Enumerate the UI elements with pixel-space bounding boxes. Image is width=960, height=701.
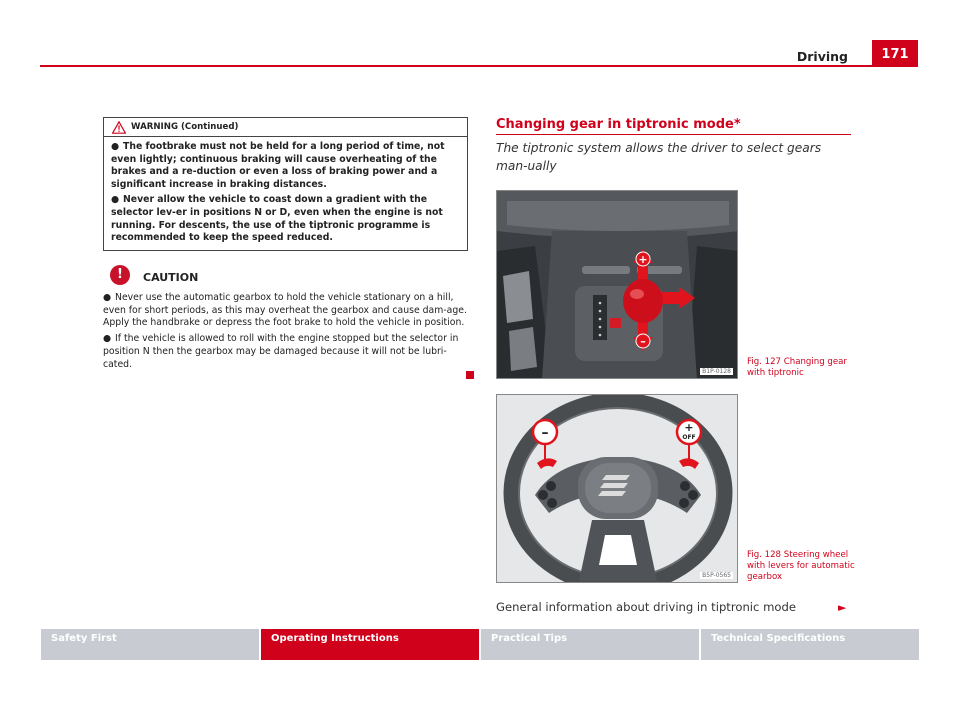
warning-item	[111, 194, 461, 244]
plus-symbol: +	[684, 421, 694, 434]
caution-item-text: Never use the automatic gearbox to hold the vehicle stationary on a hill, even for short periods, as this may overheat the gearbox and cause dam-age. Apply the handbrake or depress the foot brake to hold the vehicle in position.	[103, 292, 467, 329]
warning-item-text: The footbrake must not be held for a long period of time, not even lightly; continuous braking will cause overheating of the brakes and a re-duction or even a loss of braking power and a significant increase in braking distances.	[111, 141, 445, 190]
bullet-icon: ●	[103, 333, 112, 345]
footer-tab-practical-tips[interactable]: Practical Tips	[481, 629, 701, 660]
figure-gear-selector	[496, 190, 738, 379]
continue-arrow-icon: ►	[838, 601, 847, 614]
warning-title: WARNING (Continued)	[131, 122, 239, 132]
bullet-icon: ●	[111, 141, 120, 152]
warning-item	[111, 141, 461, 191]
main-title: Changing gear in tiptronic mode*	[496, 117, 741, 132]
caution-icon: !	[110, 265, 130, 285]
caution-item	[103, 333, 471, 371]
bullet-icon: ●	[111, 194, 120, 206]
warning-triangle-icon	[112, 121, 126, 134]
figure-code: B5P-0565	[702, 572, 731, 579]
section-title: Driving	[796, 49, 848, 64]
minus-symbol: –	[640, 335, 646, 348]
figure-caption: Fig. 128 Steering wheel with levers for automatic gearbox	[747, 550, 855, 582]
warning-header	[104, 118, 467, 137]
intro-text: The tiptronic system allows the driver to select gears man-ually	[496, 141, 822, 173]
caution-item	[103, 292, 471, 330]
page-header	[40, 40, 918, 68]
figure-code: B1P-0128	[702, 368, 731, 375]
title-rule	[496, 134, 851, 135]
steering-wheel-illustration	[497, 395, 738, 583]
plus-symbol: +	[638, 253, 648, 266]
caution-header	[110, 265, 198, 285]
footer-tab-safety-first[interactable]: Safety First	[41, 629, 261, 660]
warning-body	[104, 137, 467, 245]
caution-title: CAUTION	[143, 271, 199, 284]
figure-caption: Fig. 127 Changing gear with tiptronic	[747, 357, 847, 378]
caution-body	[103, 292, 471, 374]
footer-tab-operating-instructions[interactable]: Operating Instructions	[261, 629, 481, 660]
footer-tab-technical-specifications[interactable]: Technical Specifications	[701, 629, 919, 660]
warning-box	[103, 117, 468, 251]
end-of-section-mark	[466, 371, 474, 379]
off-label: OFF	[682, 434, 696, 441]
header-rule	[40, 65, 918, 67]
minus-symbol: –	[541, 425, 549, 441]
caution-item-text: If the vehicle is allowed to roll with the engine stopped but the selector in position N then the gearbox may be damaged because it will not be lubri-cated.	[103, 333, 459, 370]
page-number: 171	[872, 40, 918, 67]
figure-steering-wheel	[496, 394, 738, 583]
general-info-heading: General information about driving in tiptronic mode	[496, 600, 796, 614]
footer-nav	[41, 629, 919, 660]
gear-selector-illustration	[497, 191, 738, 379]
warning-item-text: Never allow the vehicle to coast down a gradient with the selector lev-er in positions N or D, even when the engine is not running. For descents, the use of the tiptronic programme is recommended to keep the speed reduced.	[111, 194, 443, 244]
bullet-icon: ●	[103, 292, 112, 303]
